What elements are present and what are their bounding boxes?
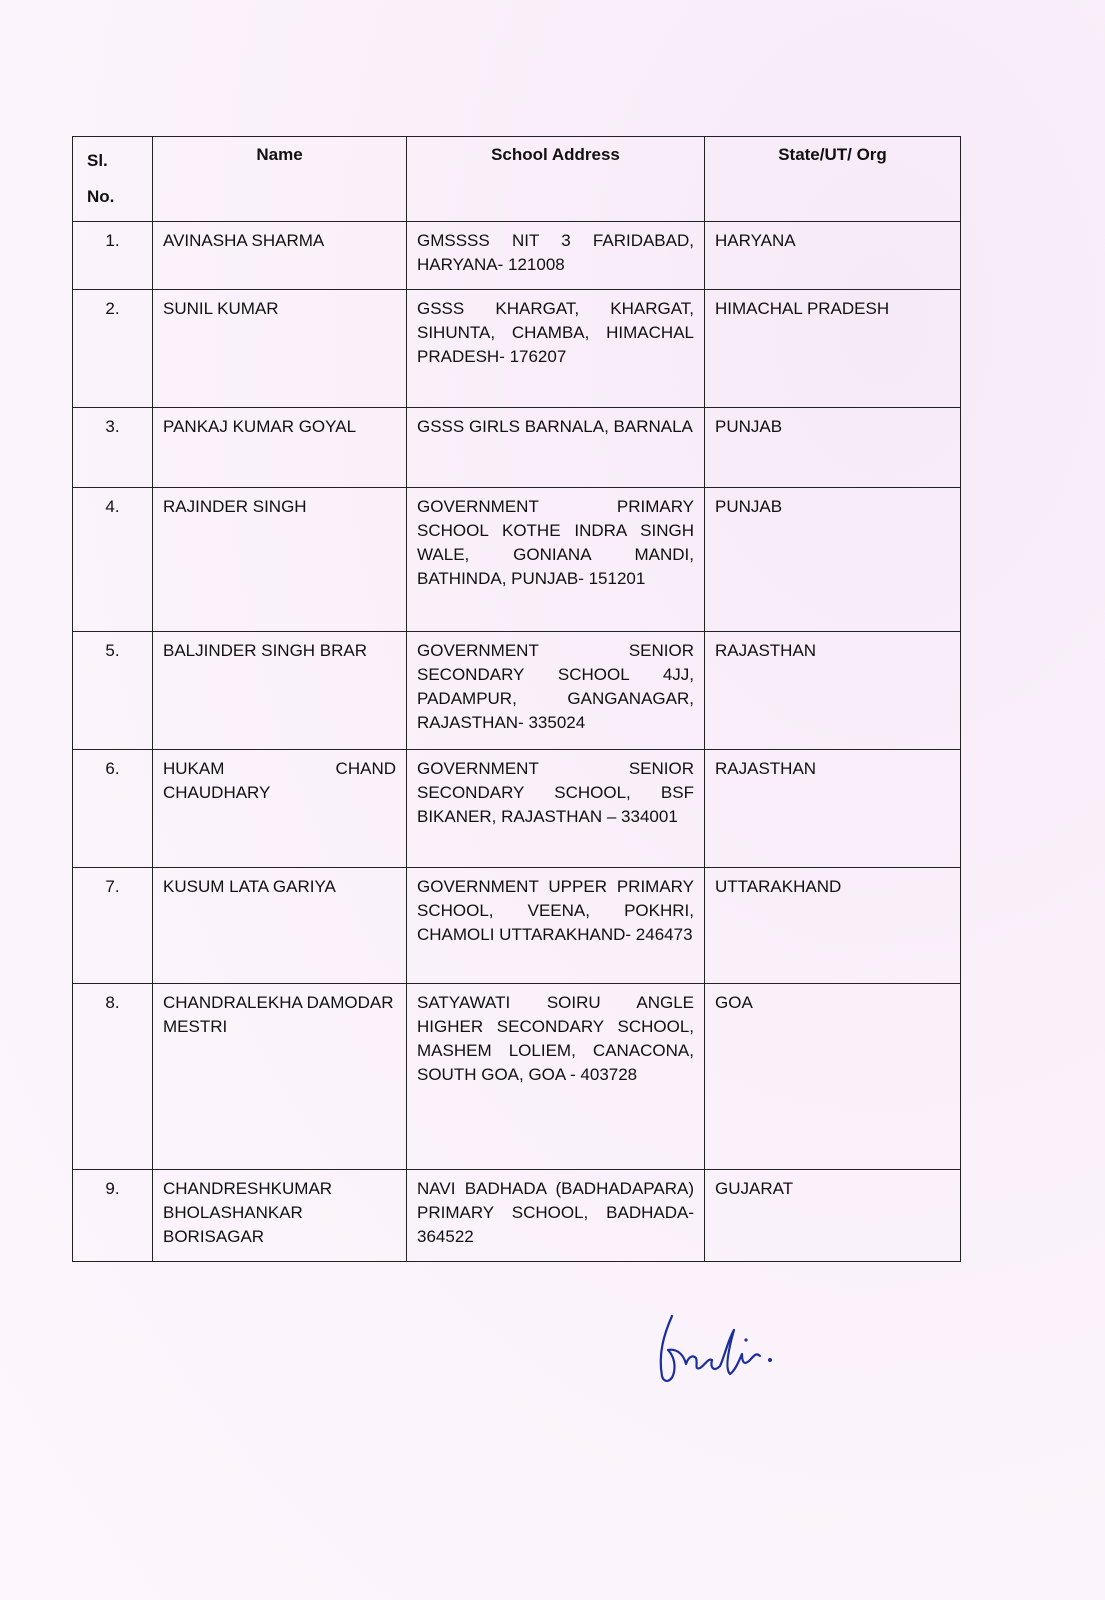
cell-name: KUSUM LATA GARIYA <box>153 868 407 984</box>
table-row <box>73 222 961 290</box>
cell-state: HARYANA <box>705 222 961 290</box>
table-row <box>73 984 961 1170</box>
cell-address: GOVERNMENT UPPER PRIMARY SCHOOL, VEENA, POKHRI, CHAMOLI UTTARAKHAND- 246473 <box>407 868 705 984</box>
header-sl-line2: No. <box>87 187 115 206</box>
teacher-table <box>72 136 961 1262</box>
cell-state: RAJASTHAN <box>705 750 961 868</box>
cell-state: PUNJAB <box>705 408 961 488</box>
cell-address: NAVI BADHADA (BADHADAPARA) PRIMARY SCHOOL, BADHADA-364522 <box>407 1170 705 1262</box>
cell-sno: 1. <box>73 222 153 290</box>
table-row <box>73 1170 961 1262</box>
header-name: Name <box>153 137 407 222</box>
cell-address: GOVERNMENT PRIMARY SCHOOL KOTHE INDRA SINGH WALE, GONIANA MANDI, BATHINDA, PUNJAB- 151201 <box>407 488 705 632</box>
cell-state: HIMACHAL PRADESH <box>705 290 961 408</box>
cell-sno: 9. <box>73 1170 153 1262</box>
cell-address: GOVERNMENT SENIOR SECONDARY SCHOOL 4JJ, PADAMPUR, GANGANAGAR, RAJASTHAN- 335024 <box>407 632 705 750</box>
cell-sno: 7. <box>73 868 153 984</box>
cell-state: UTTARAKHAND <box>705 868 961 984</box>
cell-address: GSSS GIRLS BARNALA, BARNALA <box>407 408 705 488</box>
cell-address: GOVERNMENT SENIOR SECONDARY SCHOOL, BSF BIKANER, RAJASTHAN – 334001 <box>407 750 705 868</box>
signature-stroke <box>661 1316 760 1381</box>
header-state: State/UT/ Org <box>705 137 961 222</box>
table-row <box>73 750 961 868</box>
cell-state: GOA <box>705 984 961 1170</box>
cell-address: GMSSSS NIT 3 FARIDABAD, HARYANA- 121008 <box>407 222 705 290</box>
cell-name: CHANDRESHKUMAR BHOLASHANKAR BORISAGAR <box>153 1170 407 1262</box>
cell-state: RAJASTHAN <box>705 632 961 750</box>
cell-sno: 3. <box>73 408 153 488</box>
header-sl-no <box>73 137 153 222</box>
cell-name: PANKAJ KUMAR GOYAL <box>153 408 407 488</box>
cell-name: HUKAM CHAND CHAUDHARY <box>153 750 407 868</box>
cell-name: BALJINDER SINGH BRAR <box>153 632 407 750</box>
cell-address: SATYAWATI SOIRU ANGLE HIGHER SECONDARY SCHOOL, MASHEM LOLIEM, CANACONA, SOUTH GOA, GOA - 403728 <box>407 984 705 1170</box>
cell-state: PUNJAB <box>705 488 961 632</box>
cell-name: RAJINDER SINGH <box>153 488 407 632</box>
header-school-address: School Address <box>407 137 705 222</box>
table-row <box>73 632 961 750</box>
signature-dot <box>744 1338 747 1341</box>
cell-sno: 4. <box>73 488 153 632</box>
table-header-row <box>73 137 961 222</box>
cell-sno: 6. <box>73 750 153 868</box>
cell-state: GUJARAT <box>705 1170 961 1262</box>
cell-sno: 5. <box>73 632 153 750</box>
cell-name: AVINASHA SHARMA <box>153 222 407 290</box>
header-sl-line1: Sl. <box>87 151 108 170</box>
cell-name: CHANDRALEKHA DAMODAR MESTRI <box>153 984 407 1170</box>
handwritten-signature <box>650 1310 780 1390</box>
table-row <box>73 290 961 408</box>
cell-address: GSSS KHARGAT, KHARGAT, SIHUNTA, CHAMBA, HIMACHAL PRADESH- 176207 <box>407 290 705 408</box>
cell-name: SUNIL KUMAR <box>153 290 407 408</box>
signature-period <box>768 1358 772 1362</box>
cell-sno: 8. <box>73 984 153 1170</box>
cell-sno: 2. <box>73 290 153 408</box>
table-row <box>73 868 961 984</box>
table-row <box>73 488 961 632</box>
table-row <box>73 408 961 488</box>
